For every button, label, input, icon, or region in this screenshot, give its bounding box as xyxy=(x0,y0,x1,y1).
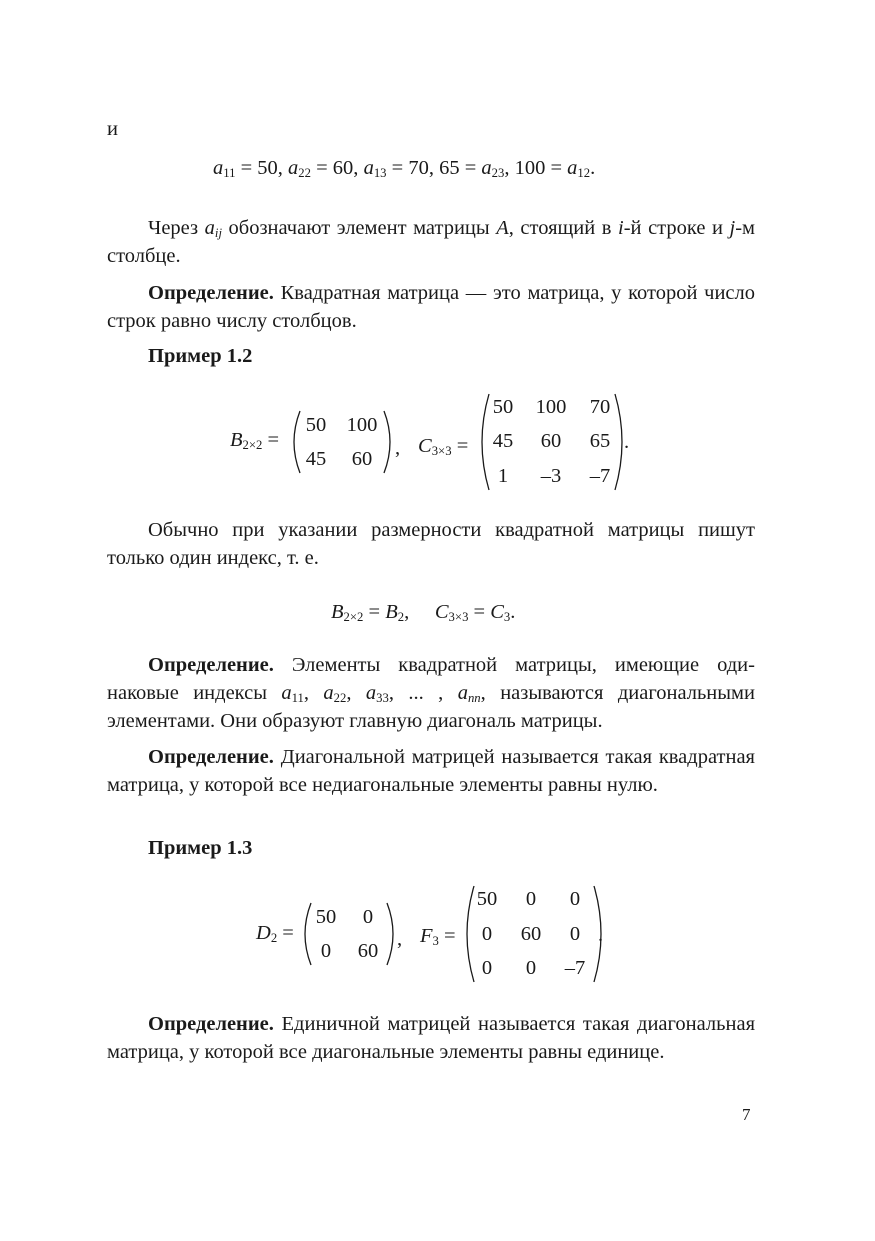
matrix-cell: 60 xyxy=(540,430,562,452)
matrix-cell: 0 xyxy=(362,906,374,928)
matrix-cell: 50 xyxy=(305,414,327,436)
matrix-f-label: $F_3$ = xyxy=(420,925,456,949)
matrix-c-label: $C_{3\times 3}$ = xyxy=(418,435,469,459)
matrix-f-period: . xyxy=(598,924,604,946)
matrix-b-comma: , xyxy=(395,437,401,459)
matrix-cell: 50 xyxy=(315,906,337,928)
matrix-d-label: $D_2$ = xyxy=(256,922,294,946)
formula-elements: $a_{11} = 50$, $a_{22} = 60$, $a_{13} = 70$, $65 = a_{23}$, $100 = a_{12}$. xyxy=(213,157,596,181)
matrix-cell: 1 xyxy=(497,465,509,487)
definition-diagonal-matrix: Определение. Диагональной матрицей называется такая квадратная матрица, у которой все недиагональные элементы равны нулю. xyxy=(107,746,755,796)
page-number: 7 xyxy=(742,1105,751,1124)
matrix-cell: 0 xyxy=(525,957,537,979)
matrix-cell: 50 xyxy=(476,888,498,910)
paragraph-aij: Через $a_{ij}$ обозначают элемент матрицы A, стоящий в i-й строке и j-м столбце. xyxy=(107,217,756,267)
matrix-cell: –7 xyxy=(564,957,586,979)
matrix-cell: –3 xyxy=(540,465,562,487)
intro-word: и xyxy=(107,118,118,140)
matrix-b-label: $B_{2\times 2}$ = xyxy=(230,429,280,453)
definition-diagonal-elements-line2: наковые индексы $a_{11}$, $a_{22}$, $a_{33}$, ... , $a_{nn}$, называются диагональными xyxy=(107,682,755,706)
matrix-c-period: . xyxy=(624,431,630,453)
matrix-cell: 70 xyxy=(589,396,611,418)
example-1-3-heading: Пример 1.3 xyxy=(148,837,253,859)
paragraph-usually: Обычно при указании размерности квадратной матрицы пишут только один индекс, т. е. xyxy=(107,519,755,569)
matrix-cell: 45 xyxy=(305,448,327,470)
matrix-cell: 50 xyxy=(492,396,514,418)
definition-identity-matrix: Определение. Единичной матрицей называется такая диагональная матрица, у которой все диагональные элементы равны единице. xyxy=(107,1013,755,1063)
example-1-2-heading: Пример 1.2 xyxy=(148,345,253,367)
matrix-d-comma: , xyxy=(397,928,403,950)
matrix-cell: 45 xyxy=(492,430,514,452)
matrix-cell: 0 xyxy=(569,923,581,945)
definition-square-matrix: Определение. Квадратная матрица — это матрица, у которой число строк равно числу столбцов. xyxy=(107,282,755,332)
matrix-cell: 100 xyxy=(535,396,567,418)
matrix-cell: 0 xyxy=(320,940,332,962)
matrix-cell: 65 xyxy=(589,430,611,452)
matrix-cell: 0 xyxy=(481,923,493,945)
matrix-cell: 60 xyxy=(520,923,542,945)
matrix-cell: 100 xyxy=(346,414,378,436)
matrix-cell: 60 xyxy=(351,448,373,470)
definition-diagonal-elements-line1: Определение. Элементы квадратной матрицы, имеющие оди- xyxy=(148,654,755,676)
matrix-cell: 0 xyxy=(569,888,581,910)
matrix-cell: 60 xyxy=(357,940,379,962)
matrix-cell: 0 xyxy=(525,888,537,910)
matrix-cell: –7 xyxy=(589,465,611,487)
matrix-cell: 0 xyxy=(481,957,493,979)
definition-diagonal-elements-line3: элементами. Они образуют главную диагональ матрицы. xyxy=(107,710,603,732)
formula-dimension-shorthand: $B_{2\times 2} = B_2$, $C_{3\times 3} = C_3$. xyxy=(331,601,516,625)
